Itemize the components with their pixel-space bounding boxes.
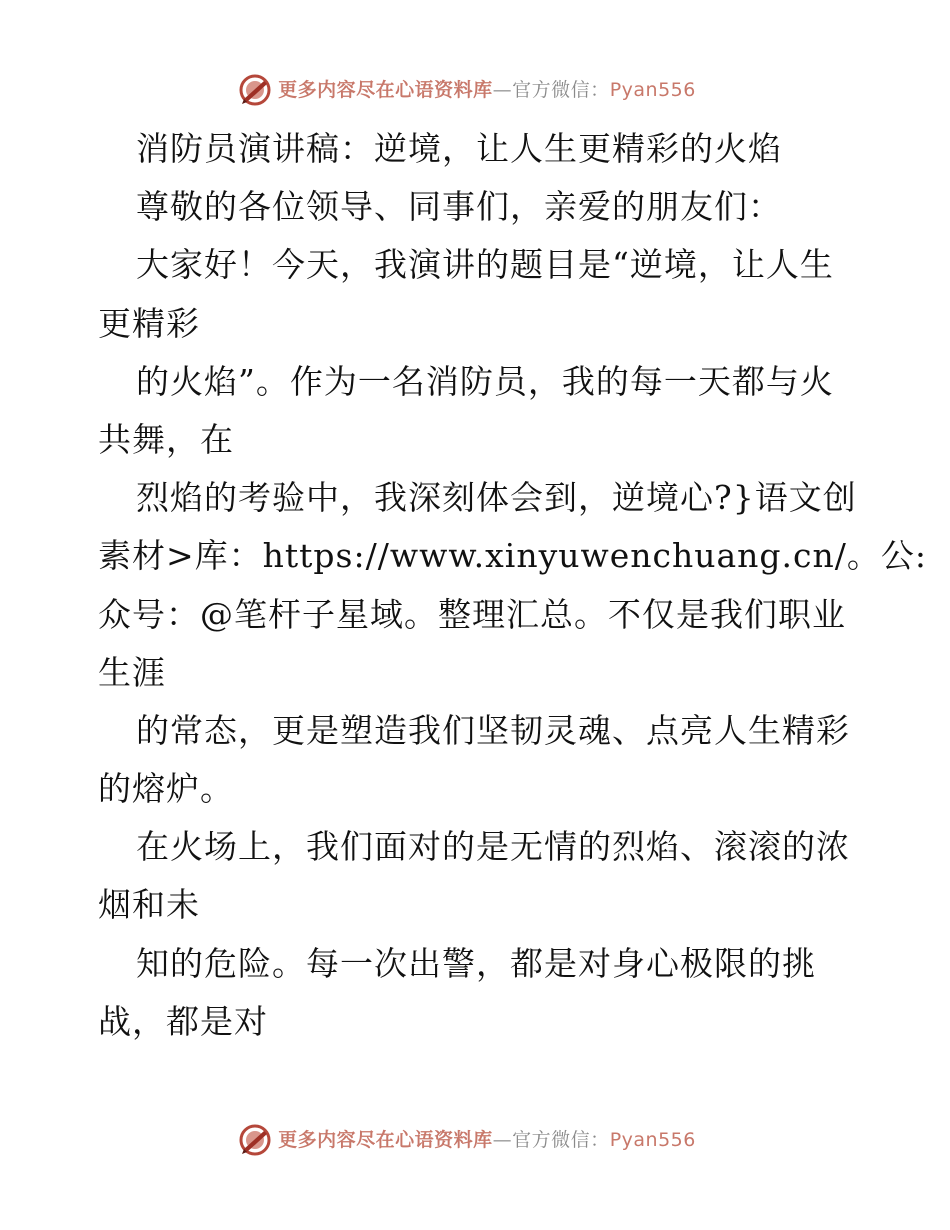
body-line: 众号：@笔杆子星域。整理汇总。不仅是我们职业 <box>98 594 846 634</box>
footer-banner-content[interactable] <box>238 1123 696 1157</box>
body-line: 烟和未 <box>98 885 200 925</box>
salutation-line: 尊敬的各位领导、同事们，亲爱的朋友们： <box>136 187 782 227</box>
body-line: 的熔炉。 <box>98 769 234 809</box>
body-line: 在火场上，我们面对的是无情的烈焰、滚滚的浓 <box>136 827 850 867</box>
footer-banner-dash: — <box>492 1128 513 1151</box>
footer-banner <box>0 1120 950 1160</box>
body-line: 的火焰”。作为一名消防员，我的每一天都与火 <box>136 361 834 401</box>
header-wechat-label: 官方微信： <box>512 78 610 101</box>
document-title: 消防员演讲稿：逆境，让人生更精彩的火焰 <box>136 129 782 168</box>
body-line: 战，都是对 <box>98 1001 268 1041</box>
footer-banner-text <box>278 1128 696 1151</box>
footer-wechat-id: Pyan556 <box>609 1128 696 1151</box>
header-banner-dash: — <box>492 78 513 101</box>
body-line: 共舞，在 <box>98 419 234 459</box>
body-line: 的常态，更是塑造我们坚韧灵魂、点亮人生精彩 <box>136 710 850 750</box>
body-line-with-url: 素材>库：https://www.xinyuwenchuang.cn/。公: <box>98 536 928 576</box>
header-banner <box>0 70 950 110</box>
body-line: 生涯 <box>98 652 166 692</box>
footer-wechat-label: 官方微信： <box>512 1128 610 1151</box>
header-banner-text <box>278 78 696 101</box>
body-line: 烈焰的考验中，我深刻体会到，逆境心?}语文创 <box>136 478 857 518</box>
header-banner-content[interactable] <box>238 73 696 107</box>
header-banner-main: 更多内容尽在心语资料库 <box>278 78 493 101</box>
header-wechat-id: Pyan556 <box>609 78 696 101</box>
body-line: 大家好！今天，我演讲的题目是“逆境，让人生 <box>136 245 834 285</box>
red-circle-pen-logo-icon <box>238 1123 272 1157</box>
body-line: 更精彩 <box>98 303 200 343</box>
footer-banner-main: 更多内容尽在心语资料库 <box>278 1128 493 1151</box>
document-body <box>98 120 928 1051</box>
body-line: 知的危险。每一次出警，都是对身心极限的挑 <box>136 943 816 983</box>
red-circle-pen-logo-icon <box>238 73 272 107</box>
